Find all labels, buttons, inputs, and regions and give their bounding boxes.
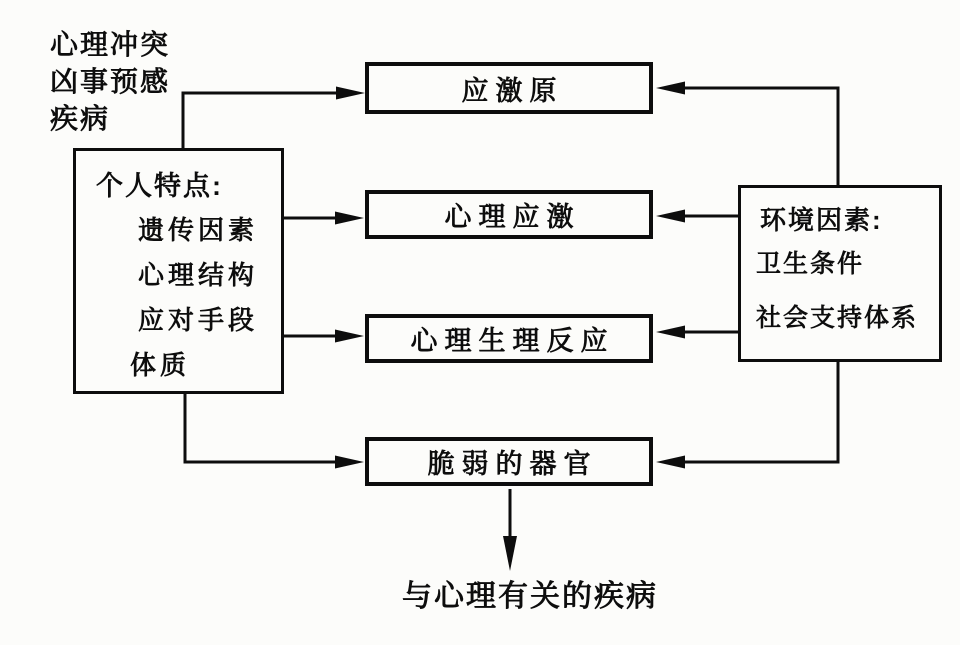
arrow-personal-to-response (283, 330, 364, 343)
personal-trait-coping: 应对手段 (138, 305, 259, 335)
environment-box (738, 185, 942, 362)
vulnerable-organ-box (365, 437, 653, 486)
personal-traits-items (130, 208, 281, 388)
personal-trait-genetic: 遗传因素 (138, 215, 259, 245)
environment-title: 环境因素: (760, 205, 883, 235)
antecedent-line-1: 心理冲突 (50, 29, 171, 60)
arrow-personal-to-organ (185, 394, 364, 469)
psychophysiological-response-label: 心理生理反应 (410, 326, 615, 356)
environment-sanitary: 卫生条件 (756, 250, 865, 278)
arrow-organ-to-disease (503, 489, 517, 571)
psychological-stress-box (365, 190, 653, 239)
personal-trait-constitution: 体质 (130, 350, 191, 380)
personal-traits-title: 个人特点: (96, 171, 223, 201)
vulnerable-organ-label: 脆弱的器官 (427, 449, 598, 479)
antecedent-label-block (50, 26, 170, 137)
personal-traits-box (73, 148, 284, 394)
environment-items (756, 237, 939, 345)
disease-outcome-label: 与心理有关的疾病 (402, 580, 658, 613)
stressor-box (365, 62, 653, 114)
personal-trait-psych-structure: 心理结构 (138, 260, 259, 290)
arrow-environment-to-stressor (656, 82, 838, 186)
antecedent-line-2: 凶事预感 (50, 66, 171, 97)
psychophysiological-response-box (365, 314, 653, 363)
antecedent-line-3: 疾病 (50, 103, 111, 134)
arrow-personal-to-psych-stress (283, 212, 364, 225)
arrow-topleft-to-stressor (183, 87, 365, 149)
stressor-label: 应激原 (461, 75, 564, 106)
arrow-environment-to-psych-stress (656, 210, 738, 223)
environment-social-support: 社会支持体系 (756, 304, 919, 332)
arrow-environment-to-organ (656, 362, 838, 469)
psychological-stress-label: 心理应激 (444, 202, 581, 232)
arrow-environment-to-response (656, 326, 738, 339)
